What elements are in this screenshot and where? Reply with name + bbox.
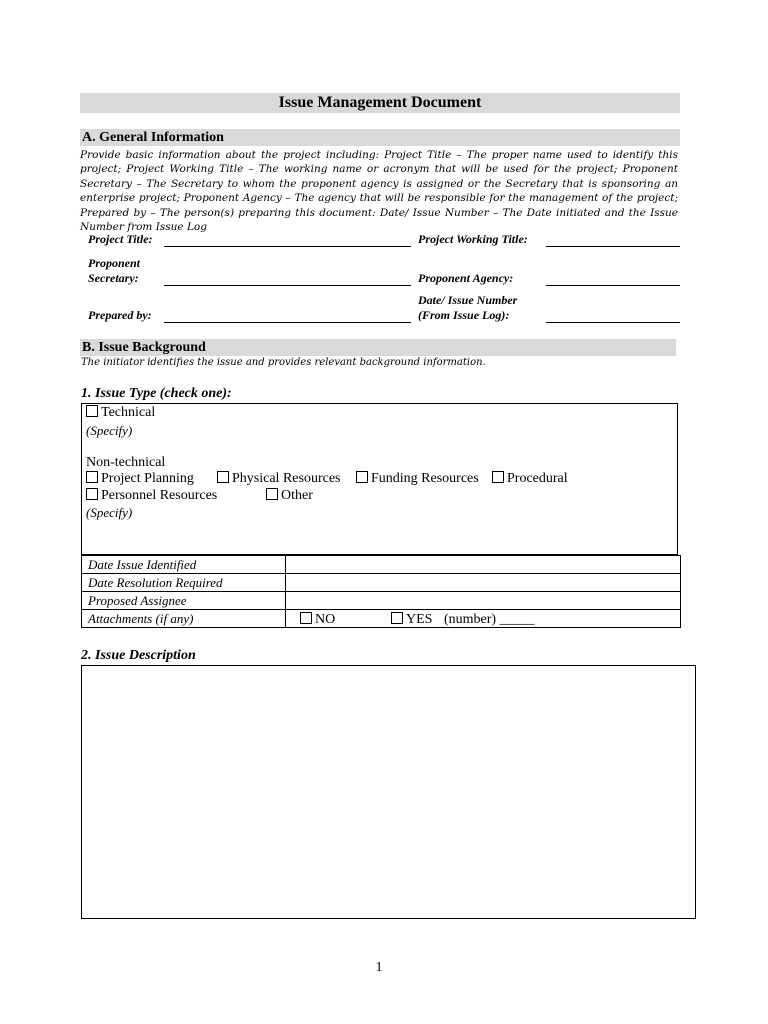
procedural-label: Procedural xyxy=(507,471,568,486)
attachments-yes-option[interactable] xyxy=(391,611,535,628)
other-label: Other xyxy=(281,488,313,503)
project-working-title-field[interactable] xyxy=(546,246,680,247)
procedural-checkbox[interactable] xyxy=(492,471,504,483)
technical-checkbox[interactable] xyxy=(86,405,98,417)
project-planning-option[interactable] xyxy=(86,471,194,487)
technical-specify: (Specify) xyxy=(86,423,133,438)
proponent-secretary-label-line2: Secretary: xyxy=(88,271,139,285)
physical-resources-checkbox[interactable] xyxy=(217,471,229,483)
personnel-resources-option[interactable] xyxy=(86,488,217,504)
section-a-heading: A. General Information xyxy=(80,129,680,146)
prepared-by-field[interactable] xyxy=(164,322,411,323)
issue-description-heading: 2. Issue Description xyxy=(81,648,196,663)
project-title-field[interactable] xyxy=(164,246,411,247)
attachments-field xyxy=(286,610,681,628)
table-row xyxy=(82,556,681,574)
date-issue-label-line1: Date/ Issue Number xyxy=(418,293,518,307)
proponent-agency-field[interactable] xyxy=(546,285,680,286)
date-issue-field[interactable] xyxy=(546,322,680,323)
physical-resources-label: Physical Resources xyxy=(232,471,341,486)
table-row xyxy=(82,610,681,628)
attachments-no-label: NO xyxy=(315,612,336,627)
date-resolution-field[interactable] xyxy=(286,574,681,592)
project-title-label: Project Title: xyxy=(88,232,153,246)
attachments-no-option[interactable] xyxy=(300,611,335,628)
proponent-secretary-label-line1: Proponent xyxy=(88,256,141,270)
personnel-resources-checkbox[interactable] xyxy=(86,488,98,500)
proponent-secretary-field[interactable] xyxy=(164,285,411,286)
table-row xyxy=(82,574,681,592)
table-row xyxy=(82,592,681,610)
issue-meta-table xyxy=(81,555,681,628)
project-working-title-label: Project Working Title: xyxy=(418,232,528,246)
other-checkbox[interactable] xyxy=(266,488,278,500)
physical-resources-option[interactable] xyxy=(217,471,340,487)
personnel-resources-label: Personnel Resources xyxy=(101,488,218,503)
attachments-yes-checkbox[interactable] xyxy=(391,612,403,624)
project-planning-label: Project Planning xyxy=(101,471,194,486)
funding-resources-label: Funding Resources xyxy=(371,471,479,486)
prepared-by-label: Prepared by: xyxy=(88,308,152,322)
other-option[interactable] xyxy=(266,488,313,504)
date-resolution-label: Date Resolution Required xyxy=(82,574,286,592)
proponent-agency-label: Proponent Agency: xyxy=(418,271,514,285)
issue-description-box[interactable] xyxy=(81,665,696,919)
page-number: 1 xyxy=(375,960,383,975)
document-title: Issue Management Document xyxy=(80,93,680,113)
attachments-number-field[interactable]: (number) _____ xyxy=(443,612,535,627)
attachments-yes-label: YES xyxy=(406,612,433,627)
section-a-intro: Provide basic information about the project including: Project Title – The proper name used to identify this project; Project Working Title – The working name or acronym that will be used for the project; Proponent Secretary – The Secretary to whom the proponent agency is assigned or the Secretary that is sponsoring an enterprise project; Proponent Agency – The agency that will be responsible for the management of the project; Prepared by – The person(s) preparing this document: Date/ Issue Number – The Date initiated and the Issue Number from Issue Log xyxy=(80,149,678,234)
project-planning-checkbox[interactable] xyxy=(86,471,98,483)
issue-type-heading: 1. Issue Type (check one): xyxy=(81,386,232,401)
section-b-heading: B. Issue Background xyxy=(80,339,676,356)
date-identified-label: Date Issue Identified xyxy=(82,556,286,574)
proposed-assignee-field[interactable] xyxy=(286,592,681,610)
attachments-label: Attachments (if any) xyxy=(82,610,286,628)
proposed-assignee-label: Proposed Assignee xyxy=(82,592,286,610)
attachments-no-checkbox[interactable] xyxy=(300,612,312,624)
date-issue-label-line2: (From Issue Log): xyxy=(418,308,510,322)
date-identified-field[interactable] xyxy=(286,556,681,574)
non-technical-label: Non-technical xyxy=(86,455,166,470)
section-b-intro: The initiator identifies the issue and provides relevant background information. xyxy=(81,357,486,368)
funding-resources-option[interactable] xyxy=(356,471,479,487)
technical-label: Technical xyxy=(101,405,156,420)
non-technical-specify: (Specify) xyxy=(86,505,133,520)
procedural-option[interactable] xyxy=(492,471,568,487)
technical-option[interactable] xyxy=(86,405,155,421)
funding-resources-checkbox[interactable] xyxy=(356,471,368,483)
